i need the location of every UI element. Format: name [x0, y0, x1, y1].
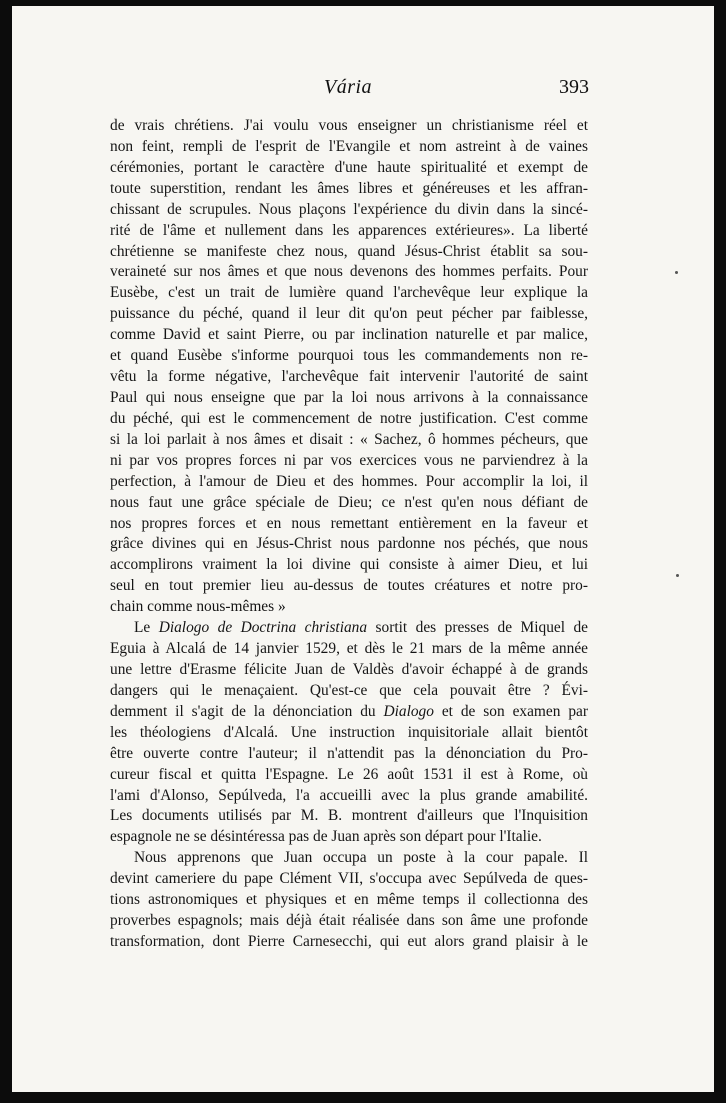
- book-title: Dialogo: [383, 702, 434, 720]
- text-line: Eguia à Alcalá de 14 janvier 1529, et dès le 21 mars de la même année: [110, 640, 588, 658]
- paper-speck: [675, 271, 678, 274]
- text-line: seul en tout premier lieu au-dessus de toutes créatures et notre pro-: [110, 577, 588, 595]
- text-line: puissance du péché, quand il leur dit qu'on peut pécher par faiblesse,: [110, 305, 588, 323]
- text-line: être ouverte contre l'auteur; il n'attendit pas la dénonciation du Pro-: [110, 744, 588, 762]
- text-line: tions astronomiques et physiques et en même temps il collectionna des: [110, 891, 588, 909]
- text-line: transformation, dont Pierre Carnesecchi, qui eut alors grand plaisir à le: [110, 932, 588, 950]
- text-span: Le: [134, 619, 159, 637]
- text-line: cureur fiscal et quitta l'Espagne. Le 26 août 1531 il est à Rome, où: [110, 765, 588, 783]
- text-span: sortit des presses de Miquel de: [367, 619, 588, 637]
- page-header: [12, 76, 714, 106]
- text-line: devint cameriere du pape Clément VII, s'occupa avec Sepúlveda de ques-: [110, 870, 588, 888]
- text-line: proverbes espagnols; mais déjà était réalisée dans son âme une profonde: [110, 912, 588, 930]
- text-line-with-title: [110, 702, 588, 723]
- paragraph-start-line: [110, 618, 588, 639]
- text-line: Les documents utilisés par M. B. montrent d'ailleurs que l'Inquisition: [110, 807, 588, 825]
- text-line: espagnole ne se désintéressa pas de Juan après son départ pour l'Italie.: [110, 828, 542, 846]
- paper-speck: [676, 574, 679, 577]
- paragraph-start-line: Nous apprenons que Juan occupa un poste à la cour papale. Il: [134, 849, 588, 867]
- text-line: les théologiens d'Alcalá. Une instruction inquisitoriale allait bientôt: [110, 723, 588, 741]
- book-title: Dialogo de Doctrina christiana: [158, 619, 368, 637]
- text-line: veraineté sur nos âmes et que nous devenons des hommes perfaits. Pour: [110, 263, 588, 281]
- body-text: [110, 116, 588, 953]
- text-line: perfection, à l'amour de Dieu et des hommes. Pour accomplir la loi, il: [110, 472, 588, 490]
- text-line: non feint, rempli de l'esprit de l'Evangile et nom astreint à de vaines: [110, 137, 588, 155]
- text-line: et quand Eusèbe s'informe pourquoi tous les commandements non re-: [110, 347, 588, 365]
- running-head: Vária: [324, 76, 373, 98]
- text-line: dangers qui le menaçaient. Qu'est-ce que cela pouvait être ? Évi-: [110, 681, 588, 699]
- text-line: toute superstition, rendant les âmes libres et généreuses et les affran-: [110, 179, 588, 197]
- text-line: de vrais chrétiens. J'ai voulu vous enseigner un christianisme réel et: [110, 117, 588, 134]
- text-line: l'ami d'Alonso, Sepúlveda, l'a accueilli avec la plus grande amabilité.: [110, 786, 588, 804]
- text-line: Paul qui nous enseigne que par la loi nous arrivons à la connaissance: [110, 388, 588, 406]
- text-line: chissant de scrupules. Nous plaçons l'expérience du divin dans la sincé-: [110, 200, 588, 218]
- book-page: [12, 6, 714, 1092]
- text-line: chain comme nous-mêmes »: [110, 598, 286, 616]
- text-line: ni par vos propres forces ni par vos exercices vous ne parviendrez à la: [110, 451, 588, 469]
- text-line: nous faut une grâce spéciale de Dieu; ce n'est qu'en nous défiant de: [110, 493, 588, 511]
- text-line: accomplirons vraiment la loi divine qui consiste à aimer Dieu, et lui: [110, 556, 588, 574]
- text-line: vêtu la forme négative, l'archevêque fait intervenir l'autorité de saint: [110, 368, 588, 386]
- text-span: et de son examen par: [433, 702, 588, 720]
- text-line: chrétienne se manifeste chez nous, quand Jésus-Christ établit sa sou-: [110, 242, 588, 260]
- text-line: Eusèbe, c'est un trait de lumière quand l'archevêque leur explique la: [110, 284, 588, 302]
- text-span: demment il s'agit de la dénonciation du: [110, 702, 384, 720]
- text-line: grâce divines qui en Jésus-Christ nous pardonne nos péchés, que nous: [110, 535, 588, 553]
- text-line: si la loi parlait à nos âmes et disait : « Sachez, ô hommes pécheurs, que: [110, 430, 588, 448]
- text-line: cérémonies, portant le caractère d'une haute spiritualité et exempt de: [110, 158, 588, 176]
- text-line: rité de l'âme et nullement dans les apparences extérieures». La liberté: [110, 221, 588, 239]
- page-number: 393: [559, 76, 589, 98]
- text-line: nos propres forces et en nous remettant entièrement en la faveur et: [110, 514, 588, 532]
- text-line: du péché, qui est le commencement de notre justification. C'est comme: [110, 409, 588, 427]
- text-line: comme David et saint Pierre, ou par inclination naturelle et par malice,: [110, 326, 588, 344]
- text-line: une lettre d'Erasme félicite Juan de Valdès d'avoir échappé à de grands: [110, 660, 588, 678]
